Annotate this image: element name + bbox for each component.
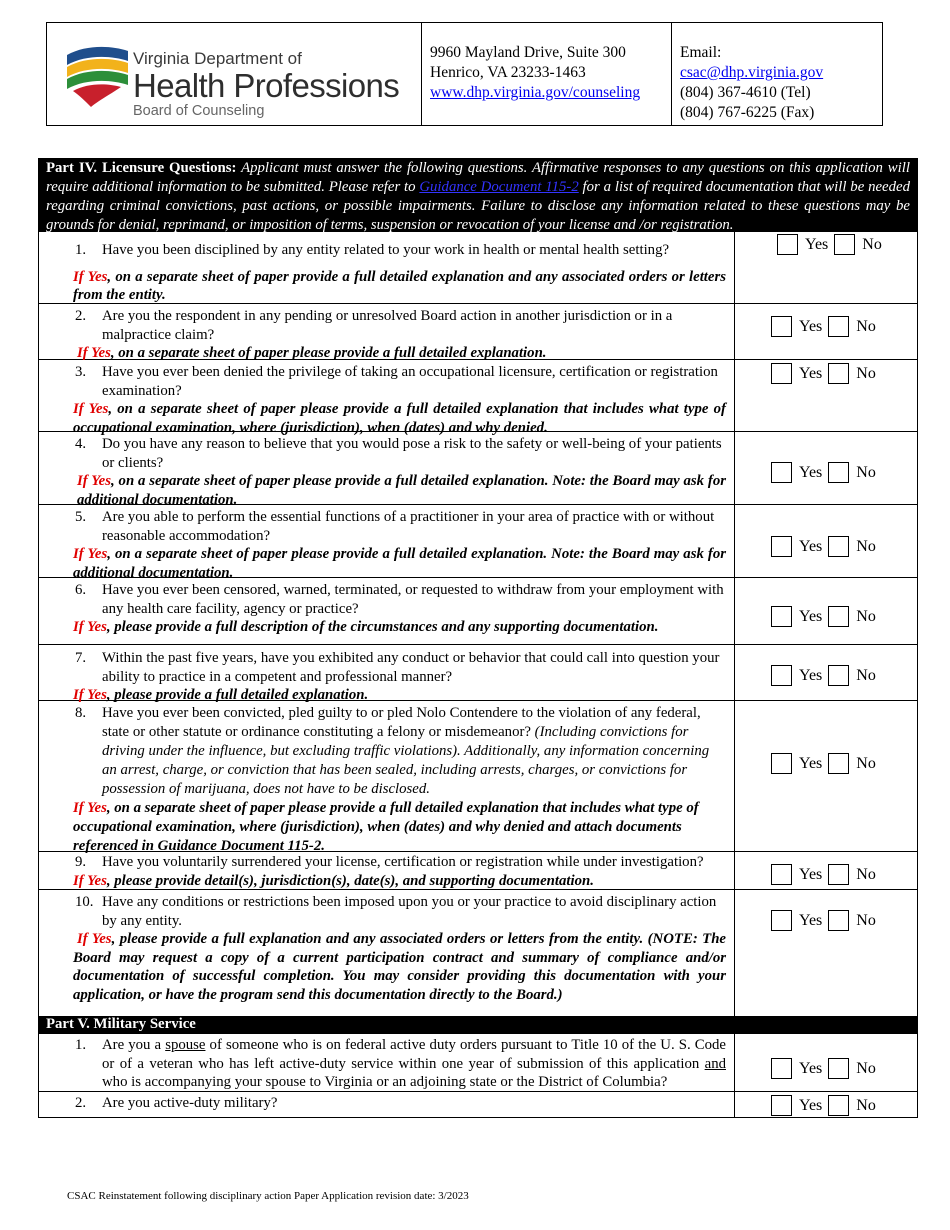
part5-header xyxy=(38,1016,918,1034)
question-row-5 xyxy=(38,505,918,581)
no-label: No xyxy=(856,1059,876,1077)
no-label: No xyxy=(856,607,876,625)
yes-label: Yes xyxy=(799,607,823,625)
if-yes-label: If Yes xyxy=(73,687,107,703)
spouse-underlined: spouse xyxy=(165,1037,206,1053)
no-checkbox[interactable] xyxy=(828,864,849,885)
phone-number: (804) 367-4610 (Tel) xyxy=(680,84,811,101)
yes-label: Yes xyxy=(799,1059,823,1077)
question-text xyxy=(74,704,726,799)
question-cell xyxy=(39,432,735,508)
yes-label: Yes xyxy=(799,754,823,772)
military-question-row-1 xyxy=(38,1034,918,1092)
logo-dept-line: Virginia Department of xyxy=(133,49,302,68)
if-yes-instruction xyxy=(73,268,726,305)
yes-label: Yes xyxy=(805,235,829,253)
no-label: No xyxy=(856,463,876,481)
yes-checkbox[interactable] xyxy=(771,753,792,774)
yes-checkbox[interactable] xyxy=(771,606,792,627)
if-yes-label: If Yes xyxy=(73,401,109,417)
yes-no-group xyxy=(771,665,876,686)
yes-no-group xyxy=(771,753,876,774)
if-yes-instruction xyxy=(77,472,726,509)
instruction-text: , please provide detail(s), jurisdiction(s), date(s), and supporting documentation. xyxy=(106,872,594,889)
question-text: Have any conditions or restrictions been imposed upon you or your practice to avoid disciplinary action by any entity. xyxy=(102,894,717,929)
answer-cell xyxy=(735,505,917,577)
question-cell xyxy=(39,1034,735,1091)
no-checkbox[interactable] xyxy=(828,910,849,931)
logo-org-name: Health Professions xyxy=(133,67,400,104)
and-underlined: and xyxy=(704,1055,726,1072)
no-label: No xyxy=(856,317,876,335)
answer-cell xyxy=(735,890,917,1016)
question-row-2 xyxy=(38,304,918,360)
instruction-text: , on a separate sheet of paper please provide a full detailed explanation. Note: the Board may ask for additional documentation. xyxy=(73,546,726,581)
question-cell xyxy=(39,890,735,1016)
no-checkbox[interactable] xyxy=(828,536,849,557)
yes-label: Yes xyxy=(799,1096,823,1114)
yes-no-group xyxy=(777,234,882,255)
no-checkbox[interactable] xyxy=(828,1058,849,1079)
question-row-4 xyxy=(38,432,918,508)
question-cell xyxy=(39,852,735,889)
no-checkbox[interactable] xyxy=(828,363,849,384)
instruction-text: , please provide a full detailed explanation. xyxy=(106,687,369,703)
no-checkbox[interactable] xyxy=(828,462,849,483)
address-block xyxy=(422,23,672,125)
no-checkbox[interactable] xyxy=(828,753,849,774)
no-label: No xyxy=(856,364,876,382)
if-yes-label: If Yes xyxy=(77,931,112,947)
if-yes-label: If Yes xyxy=(73,800,107,816)
question-text: Within the past five years, have you exhibited any conduct or behavior that could call into question your ability to practice in a competent and professional manner? xyxy=(102,650,720,685)
if-yes-label: If Yes xyxy=(73,872,107,889)
yes-no-group xyxy=(771,864,876,885)
answer-cell xyxy=(735,232,917,303)
question-text: Are you active-duty military? xyxy=(102,1095,278,1111)
instruction-text: , on a separate sheet of paper provide a full detailed explanation and any associated orders or letters from the entity. xyxy=(73,268,726,303)
answer-cell xyxy=(735,432,917,504)
dhp-logo xyxy=(47,23,422,125)
yes-checkbox[interactable] xyxy=(771,363,792,384)
question-row-9 xyxy=(38,852,918,890)
no-label: No xyxy=(856,537,876,555)
website-link[interactable]: www.dhp.virginia.gov/counseling xyxy=(430,84,641,101)
question-text-main: Have you ever been convicted, pled guilty to or pled Nolo Contendere to the violation of any federal, state or other statute or ordinance constituting a felony or misdemeanor? xyxy=(102,705,701,740)
if-yes-label: If Yes xyxy=(77,345,111,361)
if-yes-instruction xyxy=(73,618,726,637)
if-yes-instruction xyxy=(73,872,726,891)
contact-block xyxy=(672,23,882,125)
question-number: 6. xyxy=(75,582,87,598)
answer-cell xyxy=(735,360,917,431)
yes-checkbox[interactable] xyxy=(771,1095,792,1116)
yes-checkbox[interactable] xyxy=(777,234,798,255)
question-row-6 xyxy=(38,578,918,645)
no-checkbox[interactable] xyxy=(834,234,855,255)
yes-no-group xyxy=(771,606,876,627)
question-number: 4. xyxy=(75,436,87,452)
yes-checkbox[interactable] xyxy=(771,1058,792,1079)
street-address: 9960 Mayland Drive, Suite 300 xyxy=(430,44,626,61)
no-checkbox[interactable] xyxy=(828,316,849,337)
yes-label: Yes xyxy=(799,463,823,481)
no-label: No xyxy=(856,865,876,883)
yes-no-group xyxy=(771,536,876,557)
question-text: Have you voluntarily surrendered your license, certification or registration while under investigation? xyxy=(102,854,704,870)
guidance-document-link[interactable]: Guidance Document 115-2 xyxy=(419,179,579,195)
question-number: 1. xyxy=(75,1037,87,1053)
question-text-part: Are you a xyxy=(102,1037,166,1053)
instruction-text: , please provide a full description of the circumstances and any supporting documentation. xyxy=(106,619,659,635)
yes-label: Yes xyxy=(799,537,823,555)
yes-no-group xyxy=(771,1095,876,1116)
question-cell xyxy=(39,1092,735,1117)
if-yes-instruction xyxy=(73,545,726,582)
part4-header xyxy=(38,158,918,232)
yes-no-group xyxy=(771,1058,876,1079)
instruction-text: , on a separate sheet of paper please provide a full detailed explanation. xyxy=(110,345,547,361)
part4-title: Part IV. Licensure Questions: xyxy=(46,160,237,176)
question-row-8 xyxy=(38,701,918,852)
revision-footer: CSAC Reinstatement following disciplinary action Paper Application revision date: 3/2023 xyxy=(67,1190,469,1202)
no-label: No xyxy=(856,911,876,929)
question-text-italic: (Including convictions for driving under the influence, but excluding traffic violations). Additionally, any information concerning an arrest, charge, or conviction that has been sealed, including arrests, charges, or convictions for possession of marijuana, does not have to be disclosed. xyxy=(102,724,710,797)
yes-checkbox[interactable] xyxy=(771,864,792,885)
question-text xyxy=(74,1036,726,1092)
answer-cell xyxy=(735,852,917,889)
instruction-text: , on a separate sheet of paper please provide a full detailed explanation that includes what type of occupational examination, where (jurisdiction), when (dates) and why denied and attach documents referenced in Guidance Document 115-2. xyxy=(73,800,699,854)
no-checkbox[interactable] xyxy=(828,1095,849,1116)
question-text: Are you able to perform the essential functions of a practitioner in your area of practice with or without reasonable accommodation? xyxy=(102,509,715,544)
answer-cell xyxy=(735,701,917,851)
yes-checkbox[interactable] xyxy=(771,536,792,557)
yes-label: Yes xyxy=(799,865,823,883)
question-text: Have you ever been censored, warned, terminated, or requested to withdraw from your employment with any health care facility, agency or practice? xyxy=(102,582,724,617)
part5-title: Part V. Military Service xyxy=(46,1016,196,1032)
question-cell xyxy=(39,304,735,359)
if-yes-instruction xyxy=(73,799,726,856)
question-cell xyxy=(39,578,735,644)
answer-cell xyxy=(735,645,917,700)
question-number: 8. xyxy=(75,705,87,721)
if-yes-label: If Yes xyxy=(77,473,111,489)
answer-cell xyxy=(735,1092,917,1117)
no-checkbox[interactable] xyxy=(828,606,849,627)
answer-cell xyxy=(735,578,917,644)
yes-checkbox[interactable] xyxy=(771,910,792,931)
question-text: Have you ever been denied the privilege of taking an occupational licensure, certification or registration examination? xyxy=(102,364,718,399)
email-link[interactable]: csac@dhp.virginia.gov xyxy=(680,64,824,81)
no-checkbox[interactable] xyxy=(828,665,849,686)
no-label: No xyxy=(856,1096,876,1114)
city-address: Henrico, VA 23233-1463 xyxy=(430,64,586,81)
answer-cell xyxy=(735,1034,917,1091)
if-yes-label: If Yes xyxy=(73,546,108,562)
question-row-10 xyxy=(38,890,918,1016)
instruction-text: , please provide a full explanation and any associated orders or letters from the entity. (NOTE: The Board may request a copy of a current participation contract and summary of compliance and/or documentation of successful completion. You may consider providing this documentation with your application, or have the program send this documentation directly to the Board.) xyxy=(73,931,727,1003)
question-text-part: of someone who is on federal active duty orders pursuant to Title 10 of the U. S. Code or of a veteran who has left active-duty service within one year of submission of this application xyxy=(102,1037,726,1072)
question-text-part: who is accompanying your spouse to Virginia or an adjoining state or the District of Columbia? xyxy=(102,1074,668,1090)
question-cell xyxy=(39,360,735,436)
no-label: No xyxy=(856,754,876,772)
question-text: Do you have any reason to believe that you would pose a risk to the safety or well-being of your patients or clients? xyxy=(102,436,722,471)
question-number: 5. xyxy=(75,509,87,525)
part4-intro-cont: for a list of required documentation that will be needed regarding criminal convictions, past actions, or possible impairments. Failure to disclose any information related to these questions may be grounds for denial, reprimand, or imposition of terms, suspension or revocation of your license and /or registration. xyxy=(46,179,910,233)
question-cell xyxy=(39,701,735,854)
yes-no-group xyxy=(771,462,876,483)
if-yes-instruction xyxy=(73,930,726,1004)
question-cell xyxy=(39,232,735,303)
question-row-1 xyxy=(38,232,918,304)
military-question-row-2 xyxy=(38,1092,918,1118)
no-label: No xyxy=(856,666,876,684)
yes-label: Yes xyxy=(799,666,823,684)
question-number: 3. xyxy=(75,364,87,380)
question-cell xyxy=(39,505,735,581)
yes-label: Yes xyxy=(799,317,823,335)
question-row-3 xyxy=(38,360,918,436)
yes-no-group xyxy=(771,363,876,384)
if-yes-label: If Yes xyxy=(73,268,108,285)
letterhead xyxy=(46,22,883,126)
question-number: 2. xyxy=(75,308,87,324)
yes-checkbox[interactable] xyxy=(771,665,792,686)
dhp-swoosh-icon xyxy=(65,45,129,107)
instruction-text: , on a separate sheet of paper please provide a full detailed explanation that includes what type of occupational examination, where (jurisdiction), when (dates) and why denied. xyxy=(73,401,726,436)
no-label: No xyxy=(862,235,882,253)
email-label: Email: xyxy=(680,44,722,61)
answer-cell xyxy=(735,304,917,359)
yes-label: Yes xyxy=(799,364,823,382)
fax-number: (804) 767-6225 (Fax) xyxy=(680,104,815,121)
question-number: 2. xyxy=(75,1095,87,1111)
instruction-text: , on a separate sheet of paper please provide a full detailed explanation. Note: the Board may ask for additional documentation. xyxy=(77,473,727,508)
yes-checkbox[interactable] xyxy=(771,462,792,483)
yes-label: Yes xyxy=(799,911,823,929)
question-cell xyxy=(39,645,735,703)
question-number: 9. xyxy=(75,854,87,870)
logo-board-name: Board of Counseling xyxy=(133,103,265,119)
question-number: 10. xyxy=(75,894,94,910)
if-yes-label: If Yes xyxy=(73,619,107,635)
licensure-form xyxy=(38,158,918,1118)
question-number: 1. xyxy=(75,242,87,258)
question-row-7 xyxy=(38,645,918,701)
part4-intro: Applicant must answer the following questions. Affirmative responses to any questions on this application will require additional information to be submitted. Please refer to xyxy=(46,160,910,195)
yes-checkbox[interactable] xyxy=(771,316,792,337)
yes-no-group xyxy=(771,910,876,931)
question-number: 7. xyxy=(75,650,87,666)
question-text: Have you been disciplined by any entity related to your work in health or mental health setting? xyxy=(102,242,670,258)
question-text: Are you the respondent in any pending or unresolved Board action in another jurisdiction or in a malpractice claim? xyxy=(102,308,673,343)
yes-no-group xyxy=(771,316,876,337)
